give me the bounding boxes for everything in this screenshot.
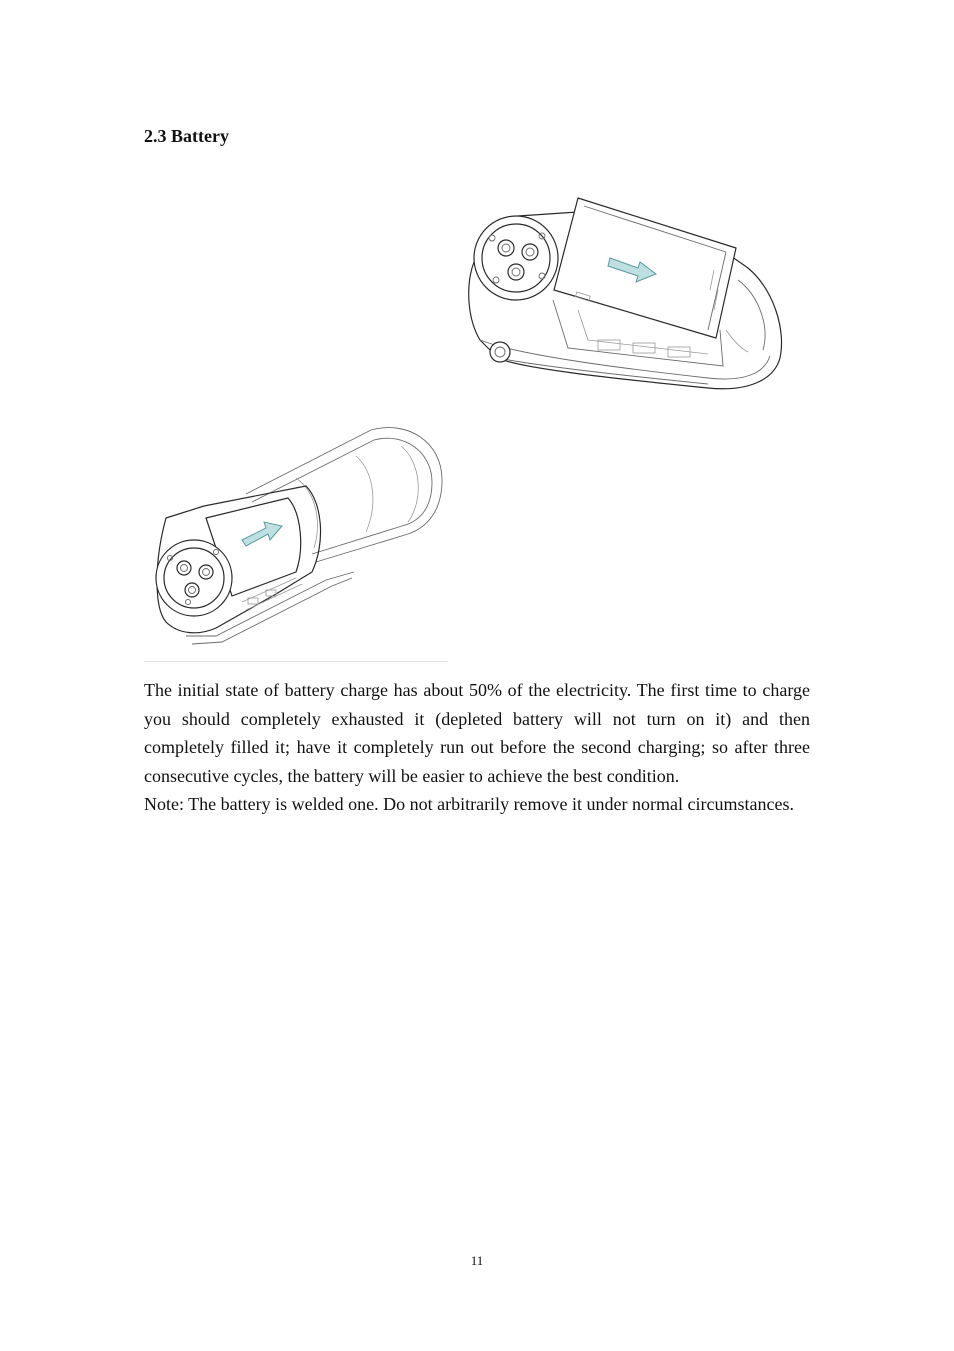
- battery-cover-closing-illustration-icon: [146, 422, 446, 662]
- page-number: 11: [470, 1253, 484, 1268]
- figure-divider: [144, 661, 448, 662]
- note-paragraph: Note: The battery is welded one. Do not arbitrarily remove it under normal circumstances.: [144, 794, 794, 815]
- section-heading: 2.3 Battery: [144, 126, 229, 146]
- battery-insertion-illustration-icon: [458, 190, 788, 400]
- charge-info-paragraph: The initial state of battery charge has about 50% of the electricity. The first time to charge you should completely exhausted it (depleted battery will not turn on it) and then completely filled it; have it completely run out before the second charging; so after three consecutive cycles, the battery will be easier to achieve the best condition.: [144, 680, 810, 786]
- body-text: [144, 676, 810, 819]
